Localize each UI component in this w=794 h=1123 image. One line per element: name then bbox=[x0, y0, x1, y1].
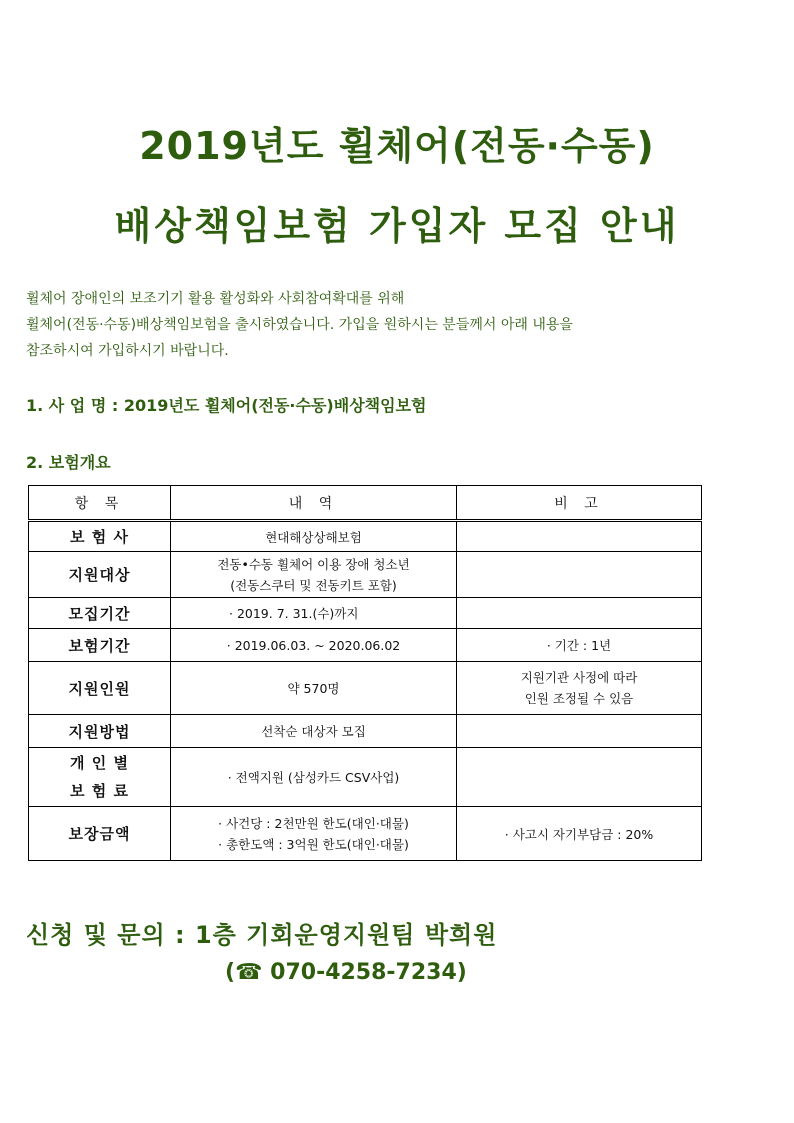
section-insurance-overview: 2. 보험개요 bbox=[26, 453, 111, 472]
row-label: 지원방법 bbox=[29, 715, 171, 748]
row-note: · 기간 : 1년 bbox=[457, 629, 702, 662]
page-title: 2019년도 휠체어(전동·수동) bbox=[139, 124, 655, 168]
row-content: · 2019.06.03. ~ 2020.06.02 bbox=[171, 629, 457, 662]
row-label: 지원대상 bbox=[29, 552, 171, 598]
row-note bbox=[457, 598, 702, 629]
row-note bbox=[457, 748, 702, 807]
row-note bbox=[457, 552, 702, 598]
table-row bbox=[29, 807, 702, 861]
table-row bbox=[29, 715, 702, 748]
row-content: · 2019. 7. 31.(수)까지 bbox=[171, 598, 457, 629]
row-content-line: · 총한도액 : 3억원 한도(대인·대물) bbox=[218, 836, 409, 852]
row-content-line: (전동스쿠터 및 전동키트 포함) bbox=[230, 577, 397, 593]
header-item: 항 목 bbox=[29, 486, 171, 521]
phone-number: 070-4258-7234 bbox=[270, 960, 457, 985]
table-row bbox=[29, 662, 702, 715]
insurance-overview-table bbox=[28, 485, 702, 861]
table-row bbox=[29, 521, 702, 552]
row-content-line: · 사건당 : 2천만원 한도(대인·대물) bbox=[218, 815, 409, 831]
intro-text bbox=[26, 286, 746, 364]
header-details: 내 역 bbox=[171, 486, 457, 521]
table-row bbox=[29, 748, 702, 807]
row-note-line: 지원기관 사정에 따라 bbox=[520, 670, 638, 685]
row-note bbox=[457, 521, 702, 552]
page-subtitle: 배상책임보험 가입자 모집 안내 bbox=[114, 204, 680, 248]
row-note bbox=[457, 715, 702, 748]
row-content-line: 전동•수동 휠체어 이용 장애 청소년 bbox=[217, 556, 410, 572]
row-content: · 전액지원 (삼성카드 CSV사업) bbox=[171, 748, 457, 807]
row-label bbox=[29, 748, 171, 807]
row-label-line: 개 인 별 bbox=[70, 754, 129, 772]
row-label: 모집기간 bbox=[29, 598, 171, 629]
table-row bbox=[29, 629, 702, 662]
row-label: 보험기간 bbox=[29, 629, 171, 662]
table-header-row bbox=[29, 486, 702, 521]
row-note: · 사고시 자기부담금 : 20% bbox=[457, 807, 702, 861]
contact-phone: (☎ 070-4258-7234) bbox=[225, 960, 467, 985]
header-remarks: 비 고 bbox=[457, 486, 702, 521]
intro-line: 휠체어(전동·수동)배상책임보험을 출시하였습니다. 가입을 원하시는 분들께서 아래 내용을 bbox=[26, 317, 573, 333]
row-note-line: 인원 조정될 수 있음 bbox=[524, 691, 634, 706]
table-row bbox=[29, 552, 702, 598]
row-content bbox=[171, 807, 457, 861]
intro-line: 휠체어 장애인의 보조기기 활용 활성화와 사회참여확대를 위해 bbox=[26, 291, 405, 307]
section-business-name: 1. 사 업 명 : 2019년도 휠체어(전동·수동)배상책임보험 bbox=[26, 396, 427, 415]
table-row bbox=[29, 598, 702, 629]
row-content: 현대해상상해보험 bbox=[171, 521, 457, 552]
row-content: 약 570명 bbox=[171, 662, 457, 715]
row-label-line: 보 험 료 bbox=[70, 782, 129, 800]
contact-info: 신청 및 문의 : 1층 기회운영지원팀 박희원 bbox=[26, 921, 498, 949]
telephone-icon: ☎ bbox=[235, 960, 263, 985]
row-note bbox=[457, 662, 702, 715]
row-label: 보장금액 bbox=[29, 807, 171, 861]
row-content bbox=[171, 552, 457, 598]
row-label: 지원인원 bbox=[29, 662, 171, 715]
row-content: 선착순 대상자 모집 bbox=[171, 715, 457, 748]
row-label: 보 험 사 bbox=[29, 521, 171, 552]
intro-line: 참조하시여 가입하시기 바랍니다. bbox=[26, 343, 229, 359]
